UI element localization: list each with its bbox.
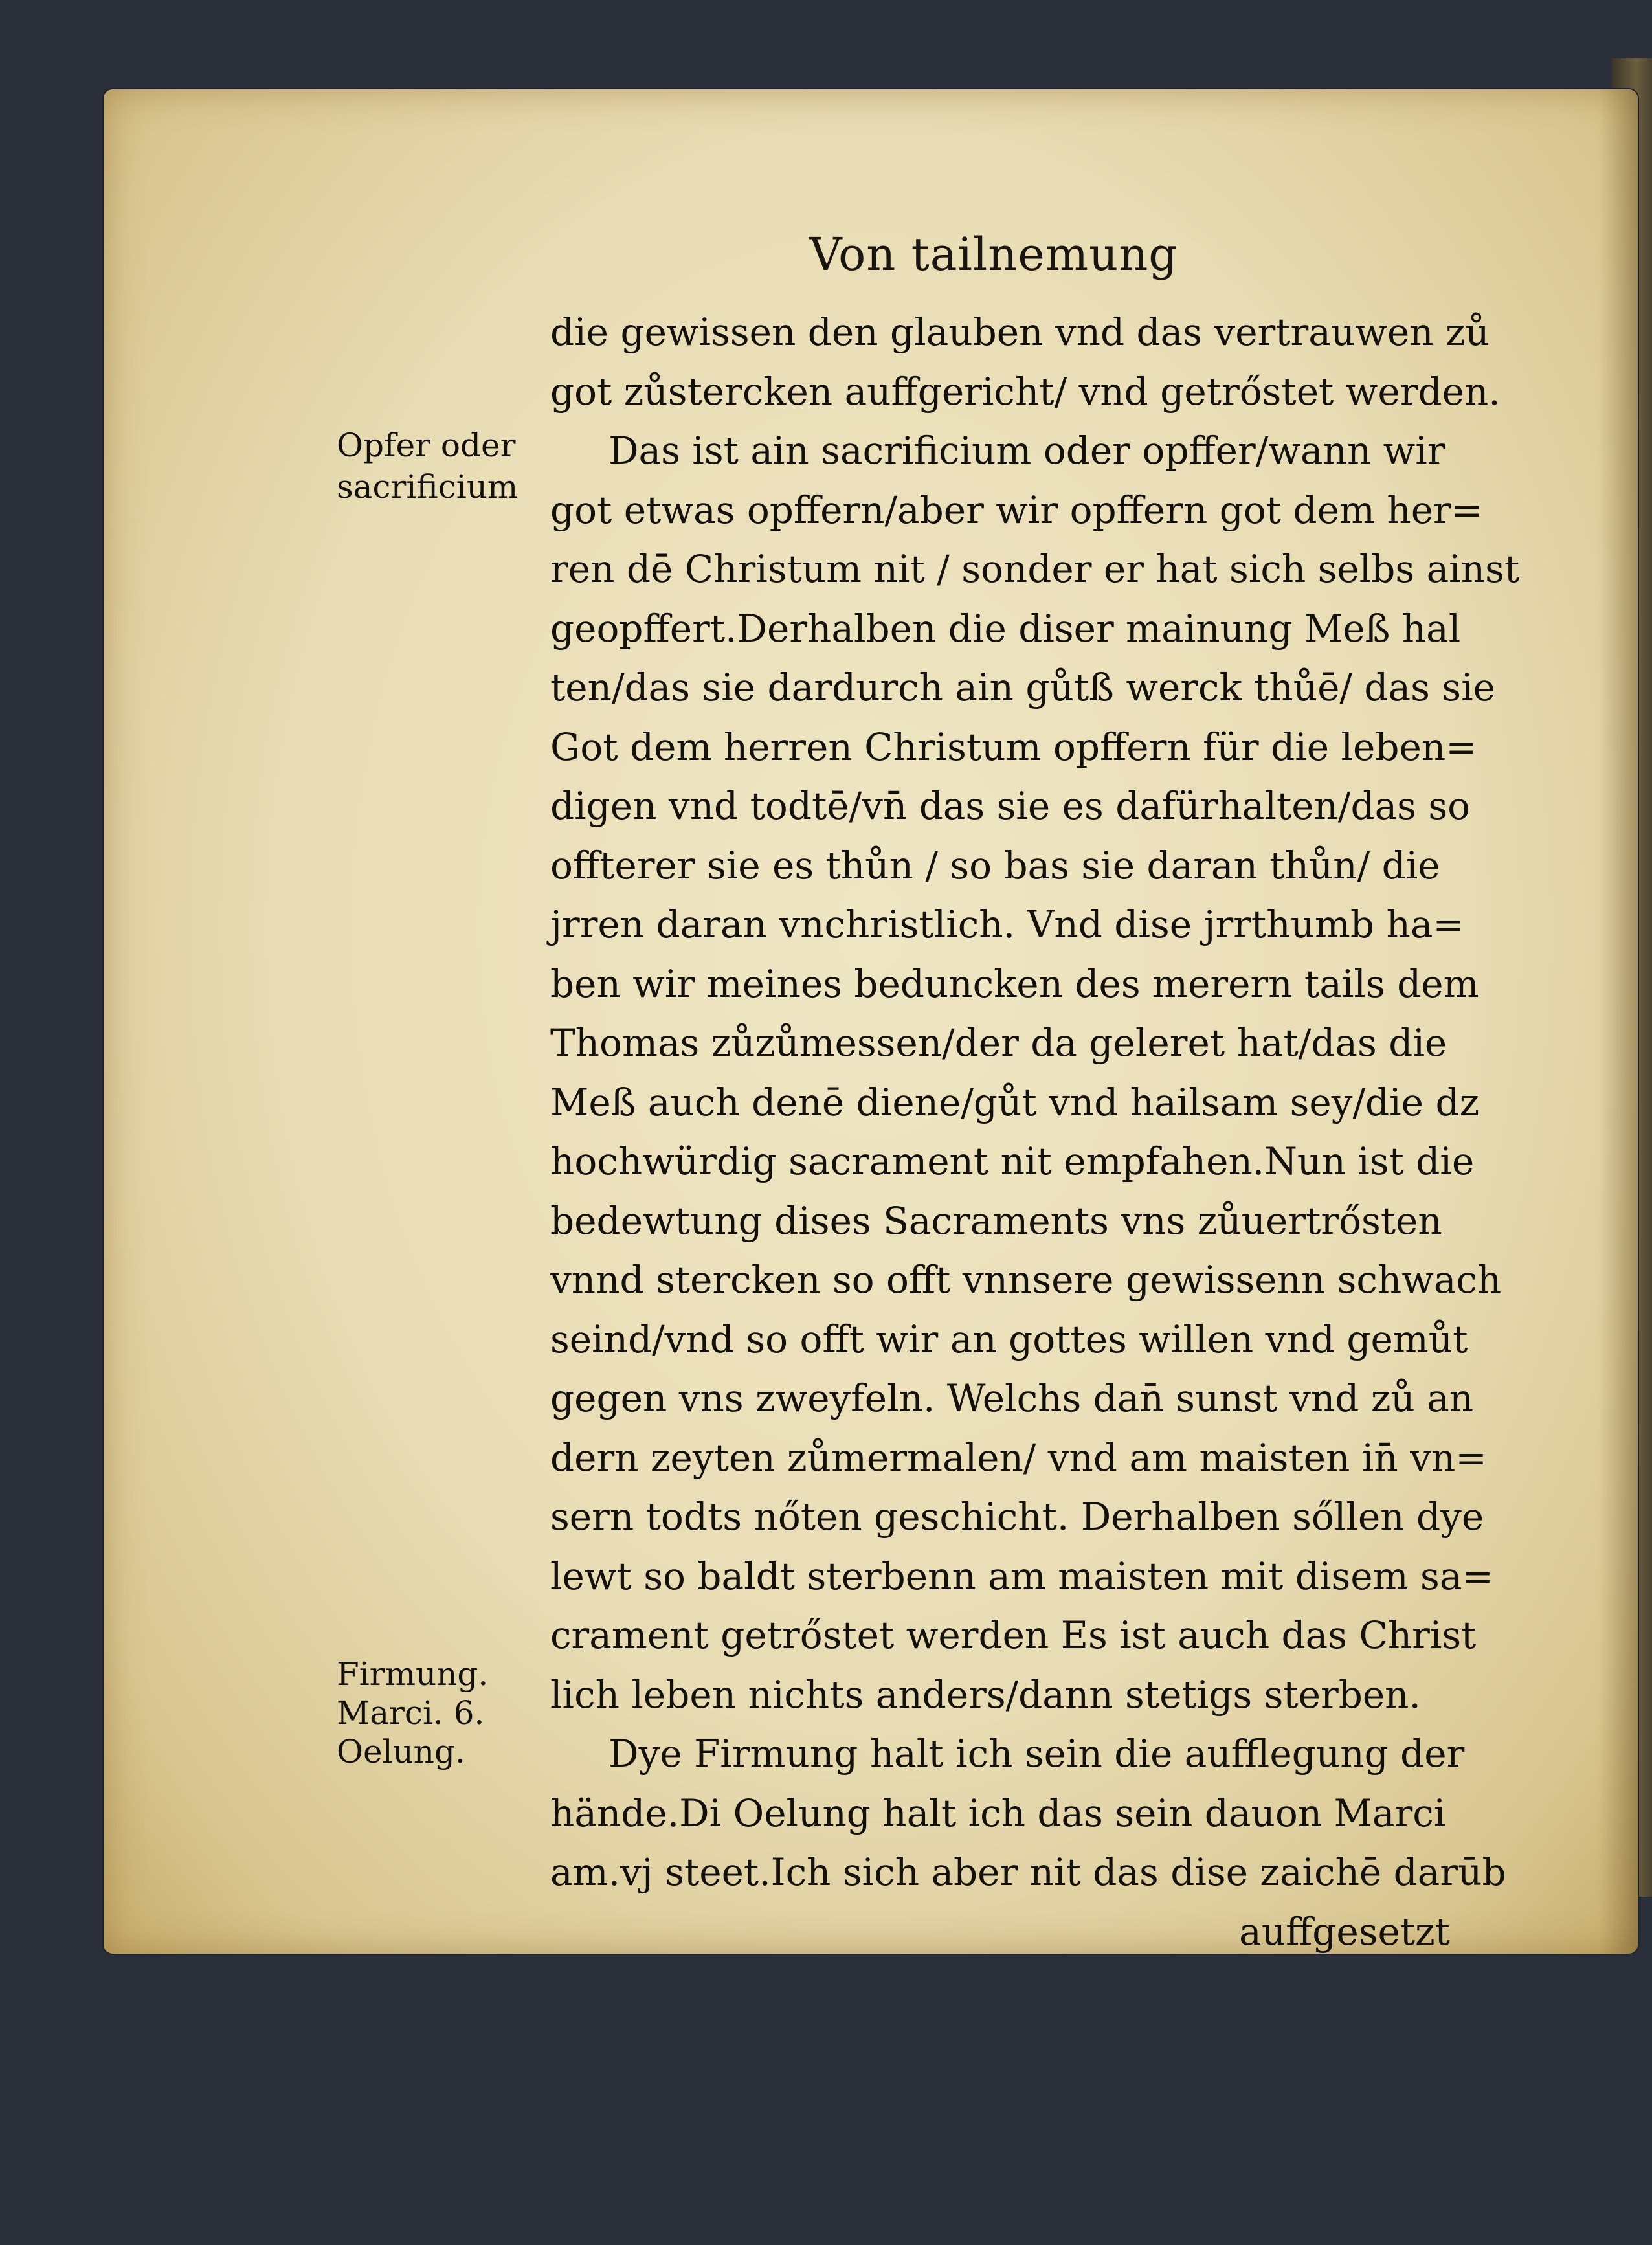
text-line: Meß auch denē diene/gůt vnd hailsam sey/die dz: [550, 1080, 1480, 1124]
text-line: sern todts nőten geschicht. Derhalben sőllen dye: [550, 1495, 1484, 1539]
marginal-note-firmung: [337, 1655, 488, 1771]
text-line: ten/das sie dardurch ain gůtß werck thůē/ das sie: [550, 665, 1495, 709]
text-line: am.vj steet.Ich sich aber nit das dise zaichē darūb: [550, 1850, 1506, 1894]
text-line: jrren daran vnchristlich. Vnd dise jrrthumb ha=: [550, 902, 1465, 946]
text-line: geopffert.Derhalben die diser mainung Meß hal: [550, 606, 1461, 651]
text-line: lich leben nichts anders/dann stetigs sterben.: [550, 1672, 1421, 1717]
text-line: digen vnd todtē/vn̄ das sie es dafürhalten/das so: [550, 784, 1471, 828]
marginal-note-line: Marci. 6.: [337, 1694, 485, 1732]
marginal-note-line: Oelung.: [337, 1733, 465, 1770]
running-head: Von tailnemung: [809, 228, 1179, 281]
text-line: dern zeyten zůmermalen/ vnd am maisten in̄ vn=: [550, 1435, 1487, 1480]
text-line: hände.Di Oelung halt ich das sein dauon Marci: [550, 1791, 1446, 1835]
marginal-note-opfer: [337, 425, 518, 508]
text-line: ren dē Christum nit / sonder er hat sich selbs ainst: [550, 547, 1520, 591]
text-line: hochwürdig sacrament nit empfahen.Nun ist die: [550, 1139, 1475, 1183]
text-line: bedewtung dises Sacraments vns zůuertrősten: [550, 1198, 1442, 1243]
text-line: die gewissen den glauben vnd das vertrauwen zů: [550, 310, 1490, 354]
text-line: got zůstercken auffgericht/ vnd getrőstet werden.: [550, 369, 1501, 414]
marginal-note-line: Opfer oder: [337, 427, 516, 464]
page-edge-shadow: [1599, 89, 1638, 1954]
text-line: ben wir meines beduncken des merern tails dem: [550, 961, 1479, 1006]
text-line: got etwas opffern/aber wir opffern got dem her=: [550, 487, 1483, 532]
text-line: vnnd stercken so offt vnnsere gewissenn schwach: [550, 1258, 1502, 1302]
marginal-note-line: sacrificium: [337, 468, 519, 506]
catchword: auffgesetzt: [1239, 1909, 1450, 1954]
text-line: seind/vnd so offt wir an gottes willen vnd gemůt: [550, 1317, 1468, 1361]
text-line: lewt so baldt sterbenn am maisten mit disem sa=: [550, 1554, 1493, 1598]
text-line: gegen vns zweyfeln. Welchs dan̄ sunst vnd zů an: [550, 1376, 1474, 1420]
text-line: Dye Firmung halt ich sein die aufflegung der: [608, 1732, 1465, 1776]
text-line: Got dem herren Christum opffern für die leben=: [550, 724, 1477, 769]
text-line: Thomas zůzůmessen/der da geleret hat/das die: [550, 1021, 1447, 1065]
text-line: Das ist ain sacrificium oder opffer/wann wir: [608, 429, 1446, 473]
body-text: [550, 303, 1521, 1961]
text-line: crament getrőstet werden Es ist auch das Christ: [550, 1613, 1477, 1657]
marginal-note-line: Firmung.: [337, 1655, 489, 1693]
text-line: offterer sie es thůn / so bas sie daran thůn/ die: [550, 843, 1440, 888]
